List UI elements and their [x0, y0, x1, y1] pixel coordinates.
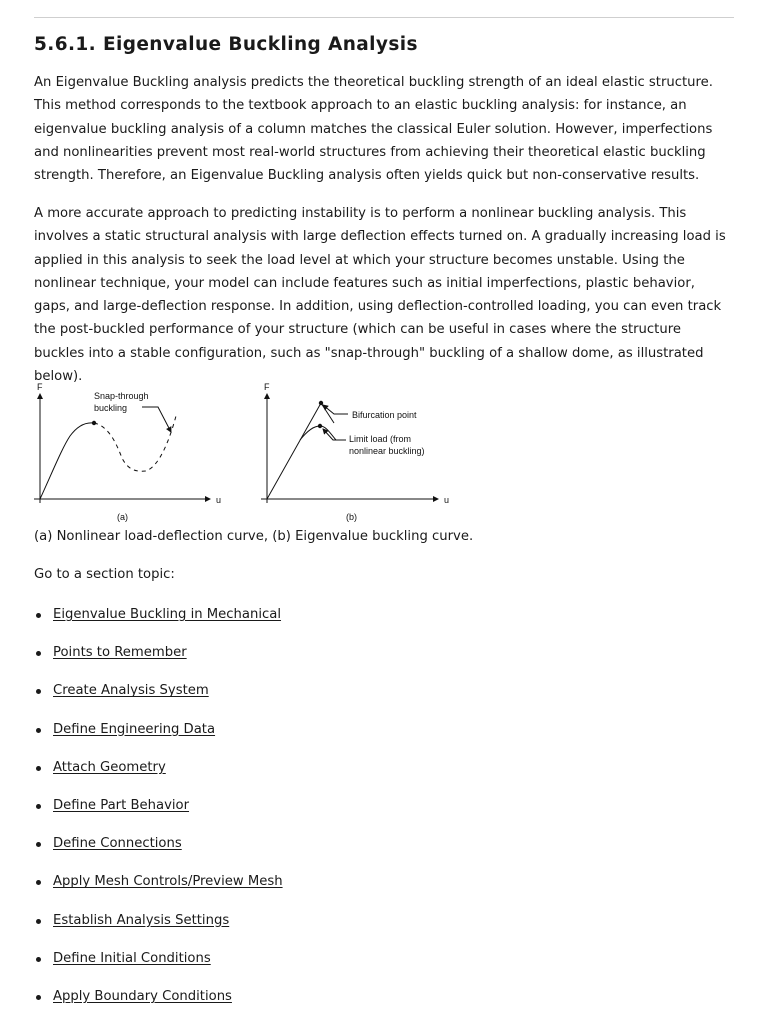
list-item	[34, 985, 283, 1023]
bullet-icon	[36, 995, 41, 1000]
bullet-icon	[36, 689, 41, 694]
panel-b-label: (b)	[346, 512, 357, 522]
bullet-icon	[36, 766, 41, 771]
panel-a-annotation-line1: Snap-through	[94, 391, 149, 401]
limit-load-label-line1: Limit load (from	[349, 434, 412, 444]
figure-caption: (a) Nonlinear load-deflection curve, (b) Eigenvalue buckling curve.	[34, 529, 474, 544]
topic-link-attach-geometry[interactable]: Attach Geometry	[53, 759, 166, 775]
bifurcation-label: Bifurcation point	[352, 410, 417, 420]
topic-link-define-initial-conditions[interactable]: Define Initial Conditions	[53, 950, 211, 966]
bullet-icon	[36, 804, 41, 809]
panel-b-linear-path	[267, 403, 321, 499]
buckling-figure	[30, 378, 460, 528]
panel-a-annotation-line2: buckling	[94, 403, 128, 413]
topic-link-define-engineering-data[interactable]: Define Engineering Data	[53, 721, 216, 737]
list-item	[34, 718, 283, 756]
limit-load-point	[318, 424, 322, 428]
top-divider	[34, 17, 734, 18]
panel-b	[261, 382, 449, 522]
list-item	[34, 756, 283, 794]
list-item	[34, 794, 283, 832]
list-item	[34, 909, 283, 947]
bullet-icon	[36, 728, 41, 733]
limit-load-label-line2: nonlinear buckling)	[349, 446, 425, 456]
list-item	[34, 641, 283, 679]
topic-link-define-part-behavior[interactable]: Define Part Behavior	[53, 797, 190, 813]
bullet-icon	[36, 880, 41, 885]
panel-a-unstable-path	[94, 416, 176, 471]
panel-a-x-label: u	[216, 495, 222, 505]
topic-list	[34, 603, 283, 1023]
bullet-icon	[36, 651, 41, 656]
intro-paragraph: An Eigenvalue Buckling analysis predicts the theoretical buckling strength of an ideal elastic structure. This method corresponds to the textbook approach to an elastic buckling analysis: for instance, an eigenvalue buckling analysis of a column matches the classical Euler solution. However, imperfections and nonlinearities prevent most real-world structures from achieving their theoretical elastic buckling strength. Therefore, an Eigenvalue Buckling analysis often yields quick but non-conservative results.	[34, 75, 713, 184]
panel-b-y-label: F	[264, 382, 270, 392]
panel-b-x-label: u	[444, 495, 450, 505]
topic-link-establish-analysis-settings[interactable]: Establish Analysis Settings	[53, 912, 230, 928]
topic-link-apply-boundary-conditions[interactable]: Apply Boundary Conditions	[53, 988, 232, 1004]
list-item	[34, 947, 283, 985]
page-title: 5.6.1. Eigenvalue Buckling Analysis	[34, 34, 418, 55]
goto-label: Go to a section topic:	[34, 567, 175, 582]
bullet-icon	[36, 613, 41, 618]
panel-a	[34, 382, 221, 522]
bullet-icon	[36, 842, 41, 847]
panel-a-label: (a)	[117, 512, 128, 522]
panel-a-curve	[40, 423, 94, 499]
list-item	[34, 603, 283, 641]
topic-link-apply-mesh-controls[interactable]: Apply Mesh Controls/Preview Mesh	[53, 874, 283, 890]
nonlinear-paragraph: A more accurate approach to predicting instability is to perform a nonlinear buckling analysis. This involves a static structural analysis with large deflection effects turned on. A gradually increasing load is applied in this analysis to seek the load level at which your structure becomes unstable. Using the nonlinear technique, your model can include features such as initial imperfections, plastic behavior, gaps, and large-deflection response. In addition, using deflection-controlled loading, you can even track the post-buckled performance of your structure (which can be useful in cases where the structure buckles into a stable configuration, such as "snap-through" buckling of a shallow dome, as illustrated below).	[34, 206, 726, 385]
topic-link-create-analysis-system[interactable]: Create Analysis System	[53, 683, 209, 699]
list-item	[34, 679, 283, 717]
panel-a-annotation-leader	[142, 407, 171, 432]
list-item	[34, 832, 283, 870]
bullet-icon	[36, 919, 41, 924]
panel-a-y-label: F	[37, 382, 43, 392]
topic-link-define-connections[interactable]: Define Connections	[53, 836, 182, 852]
topic-link-eigenvalue-buckling-in-mechanical[interactable]: Eigenvalue Buckling in Mechanical	[53, 607, 282, 622]
list-item	[34, 870, 283, 908]
topic-link-points-to-remember[interactable]: Points to Remember	[53, 645, 187, 661]
bullet-icon	[36, 957, 41, 962]
